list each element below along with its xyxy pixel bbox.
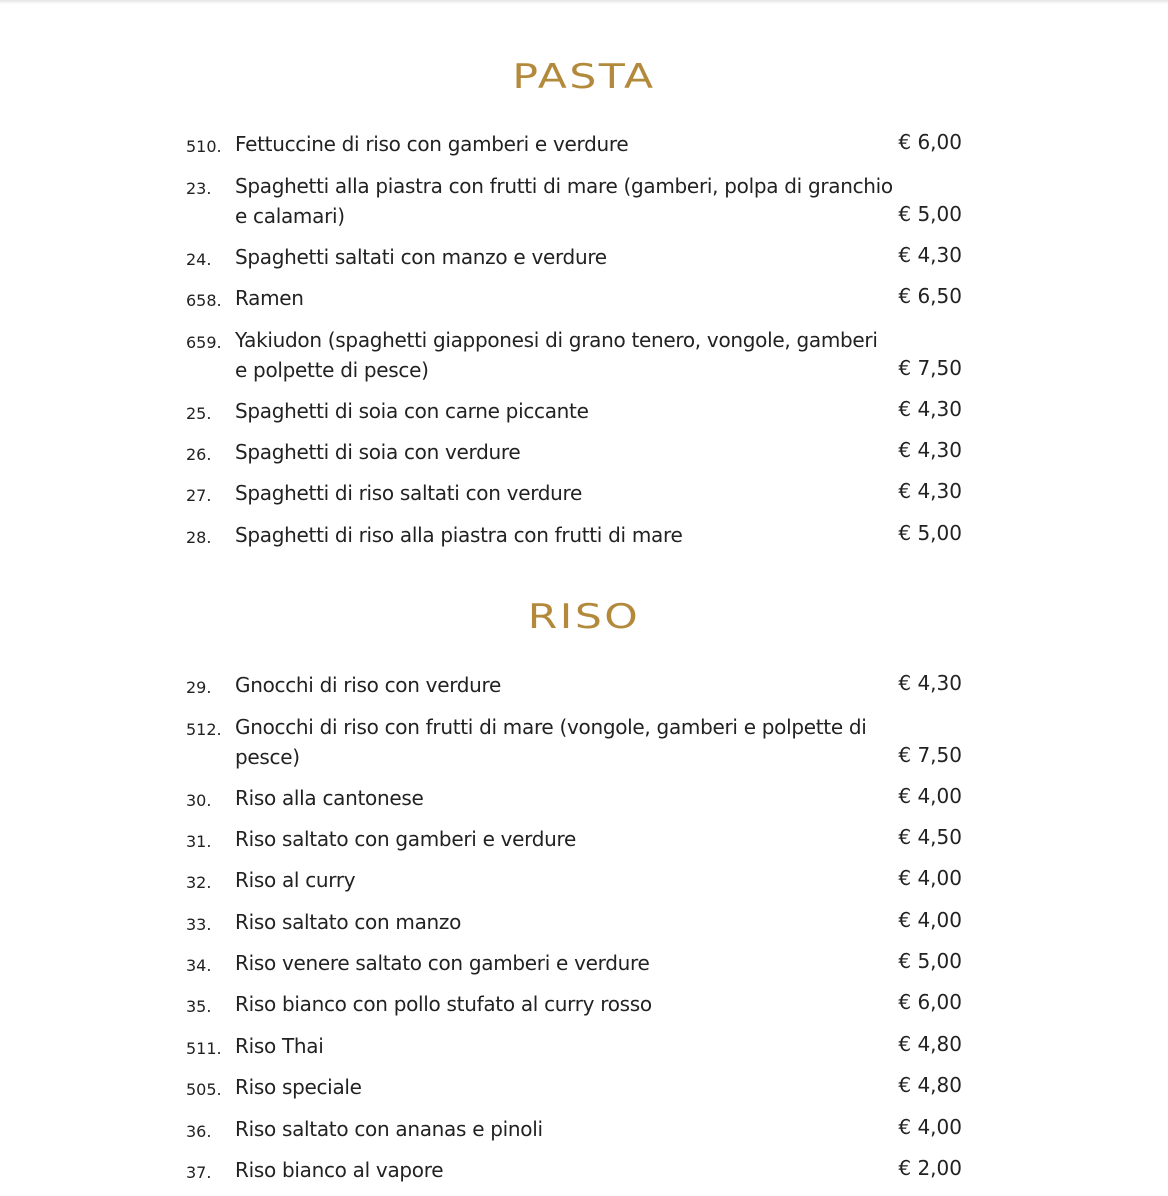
item-name: Spaghetti alla piastra con frutti di mare (gamberi, polpa di granchio e calamari) bbox=[235, 174, 893, 228]
item-number: 23. bbox=[186, 179, 212, 198]
item-name: Riso speciale bbox=[235, 1075, 362, 1099]
item-name: Riso bianco al vapore bbox=[235, 1158, 444, 1182]
item-number: 34. bbox=[186, 956, 212, 975]
item-price: € 5,00 bbox=[898, 949, 962, 973]
section-title-riso: RISO bbox=[527, 597, 641, 637]
item-name: Riso alla cantonese bbox=[235, 786, 424, 810]
item-price: € 4,80 bbox=[898, 1032, 962, 1056]
item-name: Riso saltato con manzo bbox=[235, 910, 462, 934]
item-name: Riso saltato con gamberi e verdure bbox=[235, 827, 577, 851]
item-name: Riso Thai bbox=[235, 1034, 324, 1058]
item-price: € 6,00 bbox=[898, 990, 962, 1014]
item-name: Riso venere saltato con gamberi e verdure bbox=[235, 951, 650, 975]
item-number: 28. bbox=[186, 528, 212, 547]
item-price: € 4,30 bbox=[898, 243, 962, 267]
section-pasta bbox=[0, 57, 1168, 97]
item-number: 511. bbox=[186, 1039, 222, 1058]
item-number: 35. bbox=[186, 997, 212, 1016]
item-price: € 4,30 bbox=[898, 397, 962, 421]
item-number: 36. bbox=[186, 1122, 212, 1141]
item-price: € 6,00 bbox=[898, 130, 962, 154]
item-name: Gnocchi di riso con verdure bbox=[235, 673, 502, 697]
item-number: 659. bbox=[186, 333, 222, 352]
item-number: 32. bbox=[186, 873, 212, 892]
item-price: € 4,80 bbox=[898, 1073, 962, 1097]
item-name: Yakiudon (spaghetti giapponesi di grano tenero, vongole, gamberi e polpette di pesce) bbox=[235, 328, 878, 382]
item-name: Spaghetti di riso saltati con verdure bbox=[235, 481, 583, 505]
item-price: € 4,00 bbox=[898, 866, 962, 890]
top-edge-shadow bbox=[0, 0, 1168, 4]
item-price: € 4,00 bbox=[898, 784, 962, 808]
item-price: € 4,00 bbox=[898, 908, 962, 932]
item-number: 510. bbox=[186, 137, 222, 156]
item-name: Spaghetti saltati con manzo e verdure bbox=[235, 245, 607, 269]
item-number: 31. bbox=[186, 832, 212, 851]
item-number: 24. bbox=[186, 250, 212, 269]
item-number: 505. bbox=[186, 1080, 222, 1099]
section-riso bbox=[0, 597, 1168, 637]
section-title-pasta: PASTA bbox=[512, 57, 656, 97]
item-price: € 2,00 bbox=[898, 1156, 962, 1180]
item-price: € 5,00 bbox=[898, 202, 962, 226]
item-name: Riso bianco con pollo stufato al curry rosso bbox=[235, 992, 652, 1016]
item-number: 37. bbox=[186, 1163, 212, 1182]
item-price: € 5,00 bbox=[898, 521, 962, 545]
item-name: Spaghetti di soia con carne piccante bbox=[235, 399, 589, 423]
item-price: € 7,50 bbox=[898, 743, 962, 767]
item-number: 658. bbox=[186, 291, 222, 310]
item-name: Spaghetti di soia con verdure bbox=[235, 440, 521, 464]
item-number: 25. bbox=[186, 404, 212, 423]
item-price: € 4,00 bbox=[898, 1115, 962, 1139]
item-price: € 7,50 bbox=[898, 356, 962, 380]
item-name: Gnocchi di riso con frutti di mare (vongole, gamberi e polpette di pesce) bbox=[235, 715, 867, 769]
item-price: € 6,50 bbox=[898, 284, 962, 308]
item-number: 29. bbox=[186, 678, 212, 697]
item-number: 33. bbox=[186, 915, 212, 934]
item-name: Fettuccine di riso con gamberi e verdure bbox=[235, 132, 629, 156]
item-number: 512. bbox=[186, 720, 222, 739]
item-name: Ramen bbox=[235, 286, 304, 310]
item-price: € 4,30 bbox=[898, 438, 962, 462]
item-name: Spaghetti di riso alla piastra con frutti di mare bbox=[235, 523, 683, 547]
item-price: € 4,50 bbox=[898, 825, 962, 849]
item-number: 30. bbox=[186, 791, 212, 810]
item-name: Riso saltato con ananas e pinoli bbox=[235, 1117, 543, 1141]
item-price: € 4,30 bbox=[898, 671, 962, 695]
item-number: 27. bbox=[186, 486, 212, 505]
item-name: Riso al curry bbox=[235, 868, 356, 892]
item-price: € 4,30 bbox=[898, 479, 962, 503]
item-number: 26. bbox=[186, 445, 212, 464]
